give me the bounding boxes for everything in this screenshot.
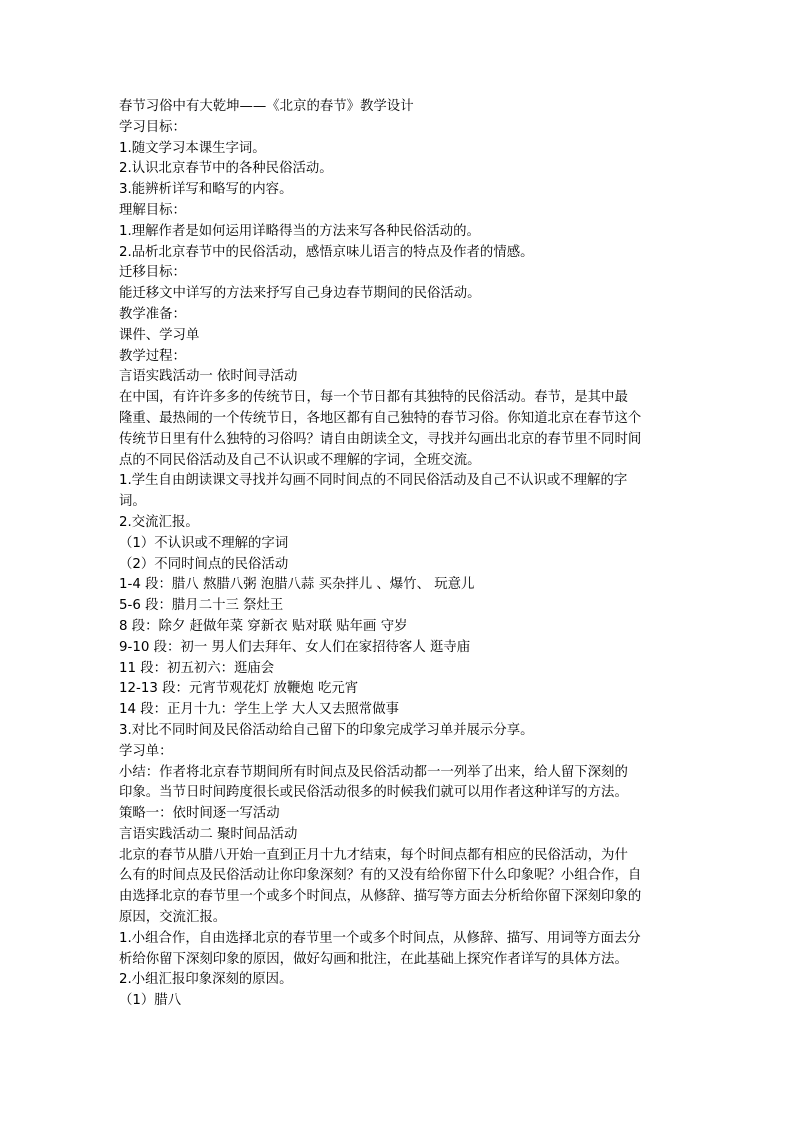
list-item: 3.能辨析详写和略写的内容。 [119,182,293,198]
list-item: 1.学生自由朗读课文寻找并勾画不同时间点的不同民俗活动及自己不认识或不理解的字 [119,473,628,489]
list-item: 3.对比不同时间及民俗活动给自己留下的印象完成学习单并展示分享。 [119,722,534,738]
sub-list-item: （1）腊八 [119,993,182,1009]
list-item: 2.小组汇报印象深刻的原因。 [119,972,293,988]
summary-line: 印象。当节日时间跨度很长或民俗活动很多的时候我们就可以用作者这种详写的方法。 [119,785,628,801]
sub-list-item: （1）不认识或不理解的字词 [119,535,289,551]
sub-list-item: （2）不同时间点的民俗活动 [119,556,289,572]
section-heading-transfer-goals: 迁移目标： [119,265,186,281]
strategy-heading-1: 策略一：依时间逐一写活动 [119,806,280,822]
paragraph-segment-line: 9-10 段：初一 男人们去拜年、女人们在家招待客人 逛寺庙 [119,639,471,655]
section-heading-worksheet: 学习单： [119,743,173,759]
summary-line: 小结：作者将北京春节期间所有时间点及民俗活动都一一列举了出来，给人留下深刻的 [119,764,628,780]
paragraph-segment-line: 14 段：正月十九：学生上学 大人又去照常做事 [119,702,399,718]
activity-heading-2: 言语实践活动二 聚时间品活动 [119,826,298,842]
list-item-continuation: 析给你留下深刻印象的原因，做好勾画和批注，在此基础上探究作者详写的具体方法。 [119,951,628,967]
section-heading-process: 教学过程： [119,348,186,364]
paragraph-line: 能迁移文中详写的方法来抒写自己身边春节期间的民俗活动。 [119,286,481,302]
paragraph-line: 在中国，有许许多多的传统节日，每一个节日都有其独特的民俗活动。春节，是其中最 [119,390,628,406]
list-item-continuation: 词。 [119,494,146,510]
paragraph-line: 么有的时间点及民俗活动让你印象深刻？有的又没有给你留下什么印象呢？小组合作，自 [119,868,642,884]
paragraph-line: 原因，交流汇报。 [119,910,227,926]
list-item: 2.品析北京春节中的民俗活动，感悟京味儿语言的特点及作者的情感。 [119,244,534,260]
activity-heading-1: 言语实践活动一 依时间寻活动 [119,369,298,385]
paragraph-segment-line: 1-4 段：腊八 熬腊八粥 泡腊八蒜 买杂拌儿 、爆竹、 玩意儿 [119,577,475,593]
list-item: 1.理解作者是如何运用详略得当的方法来写各种民俗活动的。 [119,223,480,239]
section-heading-preparation: 教学准备： [119,306,186,322]
paragraph-line: 传统节日里有什么独特的习俗吗？请自由朗读全文，寻找并勾画出北京的春节里不同时间 [119,431,642,447]
list-item: 2.交流汇报。 [119,514,199,530]
list-item: 1.随文学习本课生字词。 [119,140,266,156]
paragraph-line: 点的不同民俗活动及自己不认识或不理解的字词，全班交流。 [119,452,481,468]
section-heading-understanding-goals: 理解目标： [119,202,186,218]
list-item: 1.小组合作，自由选择北京的春节里一个或多个时间点，从修辞、描写、用词等方面去分 [119,930,641,946]
paragraph-segment-line: 12-13 段：元宵节观花灯 放鞭炮 吃元宵 [119,681,359,697]
paragraph-line: 由选择北京的春节里一个或多个时间点，从修辞、描写等方面去分析给你留下深刻印象的 [119,889,642,905]
list-item: 2.认识北京春节中的各种民俗活动。 [119,161,333,177]
document-body [119,97,679,1012]
paragraph-segment-line: 5-6 段：腊月二十三 祭灶王 [119,598,284,614]
paragraph-line: 课件、学习单 [119,327,200,343]
paragraph-segment-line: 11 段：初五初六：逛庙会 [119,660,275,676]
paragraph-line: 北京的春节从腊八开始一直到正月十九才结束，每个时间点都有相应的民俗活动，为什 [119,847,628,863]
document-title: 春节习俗中有大乾坤——《北京的春节》教学设计 [119,99,414,114]
section-heading-learning-goals: 学习目标： [119,119,186,135]
paragraph-segment-line: 8 段：除夕 赶做年菜 穿新衣 贴对联 贴年画 守岁 [119,618,408,634]
paragraph-line: 隆重、最热闹的一个传统节日，各地区都有自己独特的春节习俗。你知道北京在春节这个 [119,410,642,426]
